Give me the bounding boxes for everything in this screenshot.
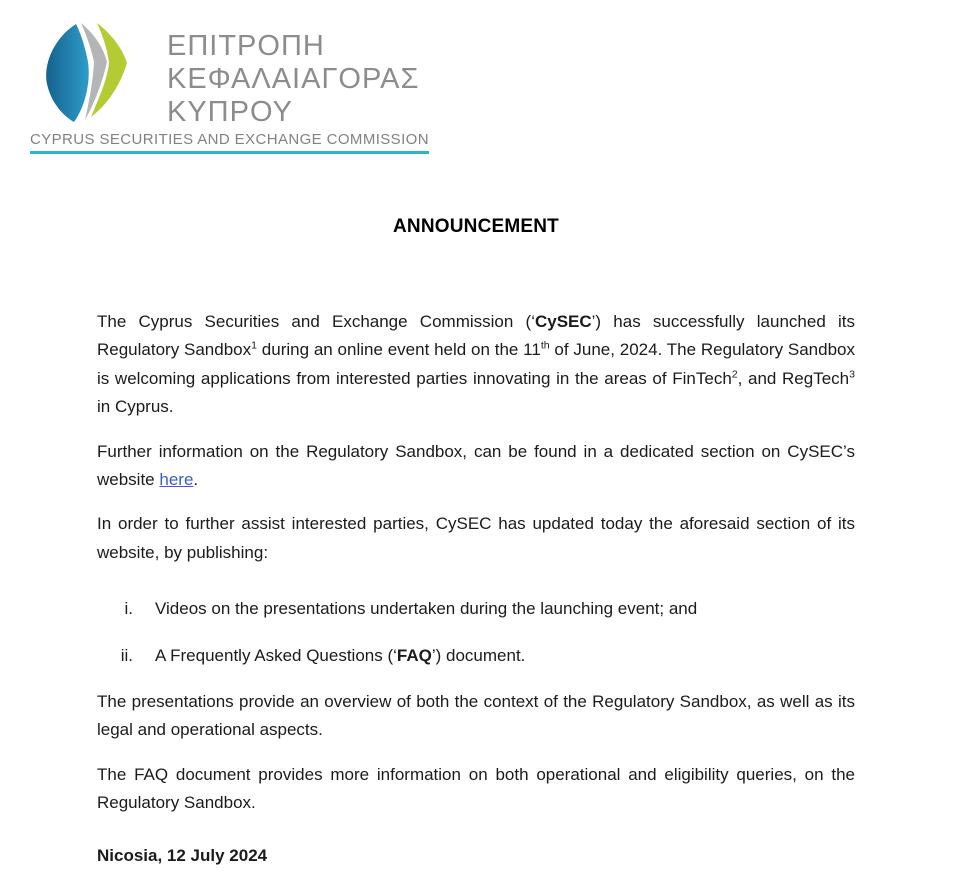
list-item-text <box>155 642 525 670</box>
paragraph-website-update <box>97 510 855 567</box>
text-segment: FAQ <box>396 645 432 665</box>
paragraph-sandbox-launch <box>97 308 855 422</box>
list-item-number: i. <box>124 599 133 619</box>
logo-blue-sail <box>46 24 89 122</box>
announcement-title: ANNOUNCEMENT <box>392 216 559 237</box>
text-segment: The presentations provide an overview of both the context of the Regulatory Sandbox, as well as its legal and operational aspects. <box>97 692 855 740</box>
list-item-faq <box>97 642 855 670</box>
text-segment: Further information on the Regulatory Sandbox, can be found in a dedicated section on CySEC’s website <box>97 441 855 490</box>
here-link[interactable]: here <box>159 470 194 490</box>
logo-greek-line: ΚΥΠΡΟΥ <box>167 96 293 128</box>
text-segment: The Cyprus Securities and Exchange Commission (‘ <box>97 312 535 331</box>
cysec-logo-mark-icon <box>40 14 140 129</box>
text-segment: ’) document. <box>431 645 526 665</box>
text-segment: Videos on the presentations undertaken during the launching event; and <box>155 599 698 619</box>
text-segment: CySEC <box>534 312 592 331</box>
paragraph-further-information <box>97 438 855 495</box>
logo-tagline: CYPRUS SECURITIES AND EXCHANGE COMMISSION <box>30 131 429 154</box>
text-segment: ’) has successfully launched its Regulatory Sandbox <box>97 312 855 360</box>
text-segment: In order to further assist interested parties, CySEC has updated today the aforesaid section of its website, by publishing: <box>97 514 855 562</box>
list-item-videos <box>97 595 855 623</box>
text-segment: during an online event held on the 11 <box>256 340 541 360</box>
text-segment: A Frequently Asked Questions (‘ <box>155 645 397 665</box>
document-body <box>97 216 855 866</box>
list-item-number: ii. <box>120 645 133 665</box>
list-item-text <box>155 595 697 623</box>
date-line: Nicosia, 12 July 2024 <box>97 845 268 865</box>
text-segment: of June, 2024. The Regulatory Sandbox is welcoming applications from interested parties innovating in the areas of FinTech <box>97 340 855 388</box>
text-segment: , and RegTech <box>737 368 850 388</box>
footnote-ref: 3 <box>849 368 855 381</box>
cysec-logo <box>0 0 971 154</box>
logo-greek-line: ΚΕΦΑΛΑΙΑΓΟΡΑΣ <box>167 63 420 95</box>
logo-greek-line: ΕΠΙΤΡΟΠΗ <box>167 30 325 62</box>
footnote-ref: th <box>540 339 550 352</box>
paragraph-faq-document <box>97 761 855 818</box>
footnote-ref: 2 <box>731 368 738 381</box>
logo-greek-text <box>167 30 419 129</box>
published-items-list <box>97 595 855 670</box>
text-segment: . <box>193 470 199 490</box>
text-segment: in Cyprus. <box>97 397 174 417</box>
footnote-ref: 1 <box>251 339 257 352</box>
paragraph-presentations-overview <box>97 688 855 745</box>
text-segment: The FAQ document provides more information on both operational and eligibility queries, on the Regulatory Sandbox. <box>97 764 855 813</box>
